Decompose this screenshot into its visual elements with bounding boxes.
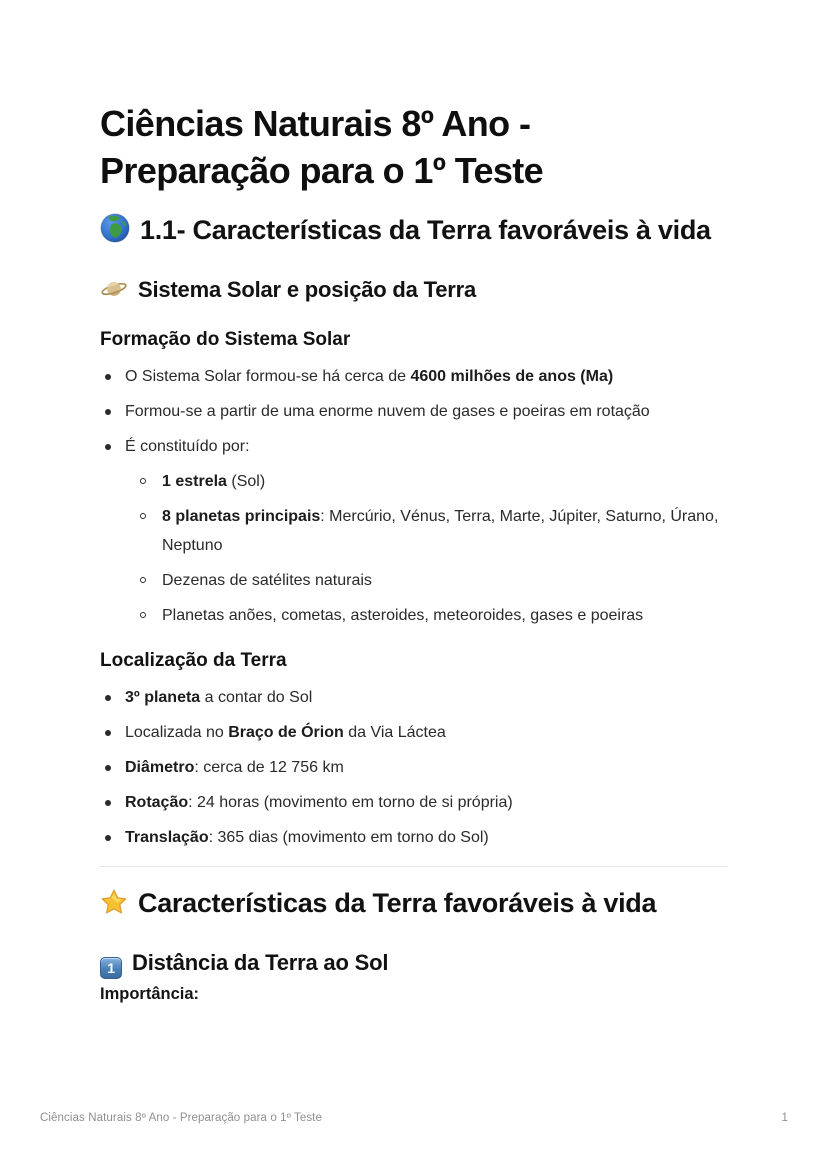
item-text-bold: 3º planeta — [125, 689, 201, 706]
bullet-marker — [105, 835, 111, 841]
section-heading-text: 1.1- Características da Terra favoráveis à vida — [140, 215, 711, 245]
list-item — [100, 397, 728, 426]
list-item — [100, 718, 728, 747]
item-text: Formou-se a partir de uma enorme nuvem de gases e poeiras em rotação — [125, 403, 650, 420]
bullet-marker — [105, 374, 111, 380]
bullet-marker — [105, 765, 111, 771]
section-heading-favorable — [100, 885, 728, 926]
page-footer — [40, 1112, 788, 1124]
item-text: (Sol) — [226, 473, 266, 490]
circle-marker — [140, 513, 146, 519]
item-text-bold: 4600 milhões de anos (Ma) — [410, 368, 614, 385]
item-text-bold: Diâmetro — [125, 759, 195, 776]
subsection-heading-distance — [100, 948, 728, 979]
list-item — [100, 753, 728, 782]
item-text-bold: Translação — [125, 829, 209, 846]
list-item — [100, 788, 728, 817]
earth-globe-icon — [100, 213, 130, 253]
subsection-heading-text: Sistema Solar e posição da Terra — [138, 277, 477, 302]
subsection-heading-solar-system — [100, 275, 728, 309]
bullet-marker — [105, 695, 111, 701]
section-divider — [100, 866, 728, 867]
ringed-planet-icon — [100, 277, 128, 309]
item-text: Dezenas de satélites naturais — [162, 572, 372, 589]
list-item — [100, 432, 728, 630]
item-text: É constituído por: — [125, 438, 250, 455]
item-text-bold: Braço de Órion — [228, 724, 344, 741]
constituents-sublist — [137, 467, 728, 630]
sub-list-item — [137, 467, 728, 496]
item-text: : 24 horas (movimento em torno de si própria) — [188, 794, 513, 811]
sub-list-item — [137, 566, 728, 595]
bullet-marker — [105, 800, 111, 806]
importance-label: Importância: — [100, 985, 200, 1003]
list-item — [100, 683, 728, 712]
circle-marker — [140, 577, 146, 583]
circle-marker — [140, 478, 146, 484]
star-icon — [100, 888, 128, 926]
block-heading-location: Localização da Terra — [100, 650, 287, 671]
sub-list-item — [137, 502, 728, 560]
formation-list — [100, 362, 728, 630]
item-text: O Sistema Solar formou-se há cerca de — [125, 368, 411, 385]
item-text-bold: Rotação — [125, 794, 189, 811]
block-heading-formation: Formação do Sistema Solar — [100, 329, 351, 350]
item-text: da Via Láctea — [343, 724, 446, 741]
section-heading-characteristics — [100, 212, 728, 253]
item-text: : 365 dias (movimento em torno do Sol) — [208, 829, 489, 846]
item-text-bold: 1 estrela — [162, 473, 227, 490]
item-text: : cerca de 12 756 km — [194, 759, 344, 776]
item-text: Planetas anões, cometas, asteroides, meteoroides, gases e poeiras — [162, 607, 644, 624]
bullet-marker — [105, 409, 111, 415]
footer-document-title: Ciências Naturais 8º Ano - Preparação para o 1º Teste — [40, 1112, 322, 1124]
location-list — [100, 683, 728, 852]
page-title: Ciências Naturais 8º Ano - Preparação para o 1º Teste — [100, 103, 544, 191]
bullet-marker — [105, 444, 111, 450]
list-item — [100, 362, 728, 391]
keycap-1-icon: 1 — [100, 957, 122, 979]
item-text-bold: 8 planetas principais — [162, 508, 321, 525]
item-text: Localizada no — [125, 724, 229, 741]
sub-list-item — [137, 601, 728, 630]
footer-page-number: 1 — [781, 1112, 788, 1124]
section-heading-text: Características da Terra favoráveis à vida — [138, 888, 657, 918]
list-item — [100, 823, 728, 852]
item-text: : Mercúrio, Vénus, Terra, Marte, Júpiter, Saturno, Úrano, Neptuno — [162, 508, 719, 554]
bullet-marker — [105, 730, 111, 736]
item-text: a contar do Sol — [200, 689, 313, 706]
circle-marker — [140, 612, 146, 618]
subsection-heading-text: Distância da Terra ao Sol — [132, 950, 389, 975]
